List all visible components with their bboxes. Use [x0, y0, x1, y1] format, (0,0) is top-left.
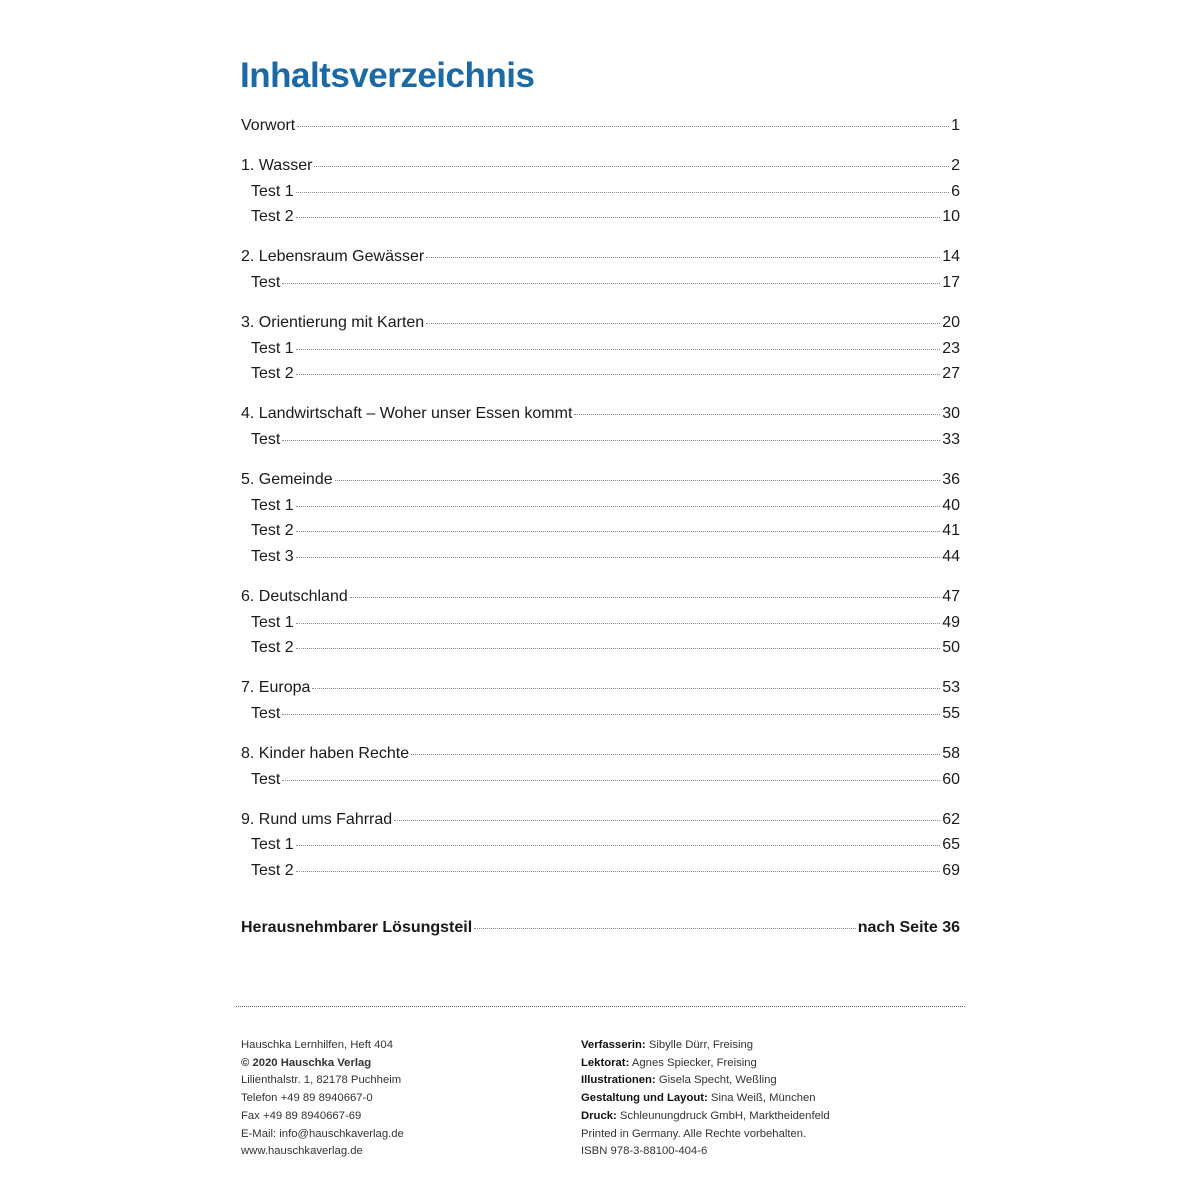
- toc-entry-page: 58: [942, 745, 960, 763]
- toc-entry-page: 40: [942, 496, 960, 514]
- toc-entry: [241, 836, 960, 862]
- toc-entry: [241, 208, 960, 234]
- dot-leader: [282, 780, 940, 781]
- toc-entry-label: Test 2: [251, 639, 294, 657]
- toc-entry-label: Test 1: [251, 613, 294, 631]
- toc-group: [241, 811, 960, 888]
- toc-entry: [241, 811, 960, 837]
- credit-key: Lektorat:: [581, 1056, 630, 1069]
- toc-entry-label: Test 3: [251, 548, 294, 566]
- toc-group: [241, 248, 960, 299]
- toc-group: [241, 679, 960, 730]
- toc-entry-label: 8. Kinder haben Rechte: [241, 745, 410, 763]
- toc-entry: [241, 471, 960, 497]
- credit-line: [581, 1037, 830, 1055]
- dot-leader: [350, 597, 940, 598]
- toc-entry: [241, 862, 960, 888]
- toc-entry: [241, 548, 960, 574]
- toc-entry: [241, 588, 960, 614]
- dot-leader: [296, 623, 941, 624]
- footer-line: www.hauschkaverlag.de: [241, 1145, 363, 1158]
- dot-leader: [474, 928, 856, 929]
- toc-entry-label: Test 2: [251, 365, 294, 383]
- toc-entry: [241, 522, 960, 548]
- dot-leader: [312, 688, 940, 689]
- toc-group: [241, 745, 960, 796]
- toc-entry-page: 20: [942, 314, 960, 332]
- toc-entry-label: 7. Europa: [241, 679, 311, 697]
- toc-entry: [241, 614, 960, 640]
- credit-line: [581, 1090, 830, 1108]
- toc-entry: [241, 771, 960, 797]
- solutions-label: Herausnehmbarer Lösungsteil: [241, 919, 473, 936]
- dot-leader: [574, 414, 940, 415]
- toc-entry-label: Vorwort: [241, 117, 296, 134]
- credit-value: Sina Weiß, München: [707, 1092, 816, 1105]
- footer-line: Lilienthalstr. 1, 82178 Puchheim: [241, 1074, 402, 1087]
- dot-leader: [296, 648, 941, 649]
- toc-entry-page: 65: [942, 836, 960, 854]
- credit-value: Printed in Germany. Alle Rechte vorbehalten.: [581, 1127, 807, 1140]
- toc-entry-label: Test 2: [251, 208, 294, 226]
- toc-entry-page: 36: [942, 471, 960, 489]
- dot-leader: [297, 126, 949, 127]
- toc-entry-label: Test: [251, 274, 281, 292]
- page-title: Inhaltsverzeichnis: [240, 56, 535, 95]
- toc-entry-page: 41: [942, 522, 960, 540]
- credit-key: Verfasserin:: [581, 1039, 646, 1051]
- toc-entry: [241, 157, 960, 183]
- toc-entry-label: 4. Landwirtschaft – Woher unser Essen kommt: [241, 405, 573, 423]
- credit-value: Sibylle Dürr, Freising: [645, 1039, 754, 1051]
- toc-entry: [241, 183, 960, 209]
- dot-leader: [314, 166, 949, 167]
- toc-entry: [241, 117, 960, 143]
- toc-entry-label: Test 1: [251, 496, 294, 514]
- dot-leader: [296, 531, 941, 532]
- toc-entry-label: Test: [251, 770, 281, 788]
- toc-entry-label: Test 1: [251, 836, 294, 854]
- toc-entry: [241, 431, 960, 457]
- footer-line: Fax +49 89 8940667-69: [241, 1109, 362, 1122]
- toc-entry-label: Test 2: [251, 862, 294, 880]
- toc-group: [241, 471, 960, 574]
- toc-entry-label: Test 2: [251, 522, 294, 540]
- credit-value: Schleunungdruck GmbH, Marktheidenfeld: [616, 1109, 830, 1122]
- toc-entry-page: 53: [942, 679, 960, 697]
- toc-entry: [241, 745, 960, 771]
- footer-line: Telefon +49 89 8940667-0: [241, 1092, 373, 1105]
- table-of-contents: [241, 117, 960, 902]
- footer-line: Hauschka Lernhilfen, Heft 404: [241, 1039, 393, 1051]
- solutions-page: nach Seite 36: [857, 919, 960, 936]
- toc-group: [241, 117, 960, 143]
- toc-entry: [241, 248, 960, 274]
- toc-group: [241, 157, 960, 234]
- solutions-entry: [241, 919, 960, 945]
- dot-leader: [296, 845, 941, 846]
- toc-entry-page: 33: [942, 431, 960, 449]
- dot-leader: [296, 374, 941, 375]
- dot-leader: [296, 217, 941, 218]
- toc-entry: [241, 314, 960, 340]
- credits-info: [581, 1037, 830, 1161]
- toc-entry-page: 60: [942, 770, 960, 788]
- toc-entry-label: 1. Wasser: [241, 156, 313, 174]
- toc-entry-label: Test 1: [251, 339, 294, 357]
- toc-entry-page: 50: [942, 639, 960, 657]
- divider: [236, 1006, 965, 1007]
- footer-line: E-Mail: info@hauschkaverlag.de: [241, 1127, 404, 1140]
- dot-leader: [282, 283, 940, 284]
- dot-leader: [394, 820, 940, 821]
- credit-key: Illustrationen:: [581, 1074, 656, 1087]
- toc-entry-label: 2. Lebensraum Gewässer: [241, 248, 425, 266]
- toc-entry-page: 55: [942, 705, 960, 723]
- credit-line: [581, 1108, 830, 1126]
- dot-leader: [411, 754, 940, 755]
- toc-entry: [241, 679, 960, 705]
- dot-leader: [296, 557, 941, 558]
- dot-leader: [282, 440, 940, 441]
- toc-entry-label: 6. Deutschland: [241, 588, 348, 606]
- toc-entry-page: 10: [942, 208, 960, 226]
- toc-entry-page: 27: [942, 365, 960, 383]
- dot-leader: [296, 506, 941, 507]
- publisher-info: [241, 1037, 404, 1161]
- dot-leader: [296, 349, 941, 350]
- toc-entry-page: 69: [942, 862, 960, 880]
- toc-entry-page: 6: [951, 182, 960, 200]
- toc-entry-label: 3. Orientierung mit Karten: [241, 314, 425, 332]
- footer-line: © 2020 Hauschka Verlag: [241, 1056, 372, 1069]
- credit-value: Agnes Spiecker, Freising: [629, 1056, 757, 1069]
- toc-group: [241, 314, 960, 391]
- dot-leader: [426, 257, 940, 258]
- credit-line: [581, 1126, 830, 1144]
- credit-key: Gestaltung und Layout:: [581, 1092, 708, 1105]
- dot-leader: [426, 323, 940, 324]
- toc-entry-page: 62: [942, 810, 960, 828]
- credit-line: [581, 1072, 830, 1090]
- toc-entry: [241, 274, 960, 300]
- toc-entry-page: 17: [942, 274, 960, 292]
- dot-leader: [296, 192, 949, 193]
- toc-entry-page: 47: [942, 588, 960, 606]
- toc-entry-label: Test: [251, 431, 281, 449]
- dot-leader: [296, 871, 941, 872]
- toc-entry-page: 14: [942, 248, 960, 266]
- toc-entry: [241, 639, 960, 665]
- credit-value: Gisela Specht, Weßling: [655, 1074, 777, 1087]
- toc-entry-page: 49: [942, 613, 960, 631]
- toc-entry: [241, 497, 960, 523]
- toc-entry: [241, 365, 960, 391]
- toc-entry-page: 44: [942, 548, 960, 566]
- toc-entry-label: 9. Rund ums Fahrrad: [241, 810, 393, 828]
- toc-entry-label: Test: [251, 705, 281, 723]
- credit-line: [581, 1055, 830, 1073]
- dot-leader: [335, 480, 941, 481]
- toc-group: [241, 588, 960, 665]
- credit-key: Druck:: [581, 1109, 617, 1122]
- toc-entry: [241, 405, 960, 431]
- toc-entry: [241, 705, 960, 731]
- toc-entry-label: Test 1: [251, 182, 294, 200]
- toc-entry-label: 5. Gemeinde: [241, 471, 333, 489]
- toc-entry: [241, 340, 960, 366]
- dot-leader: [282, 714, 940, 715]
- toc-entry-page: 30: [942, 405, 960, 423]
- toc-group: [241, 405, 960, 456]
- credit-line: [581, 1143, 830, 1161]
- toc-entry-page: 23: [942, 339, 960, 357]
- toc-entry-page: 1: [951, 117, 960, 134]
- credit-value: ISBN 978-3-88100-404-6: [581, 1145, 708, 1158]
- toc-entry-page: 2: [951, 156, 960, 174]
